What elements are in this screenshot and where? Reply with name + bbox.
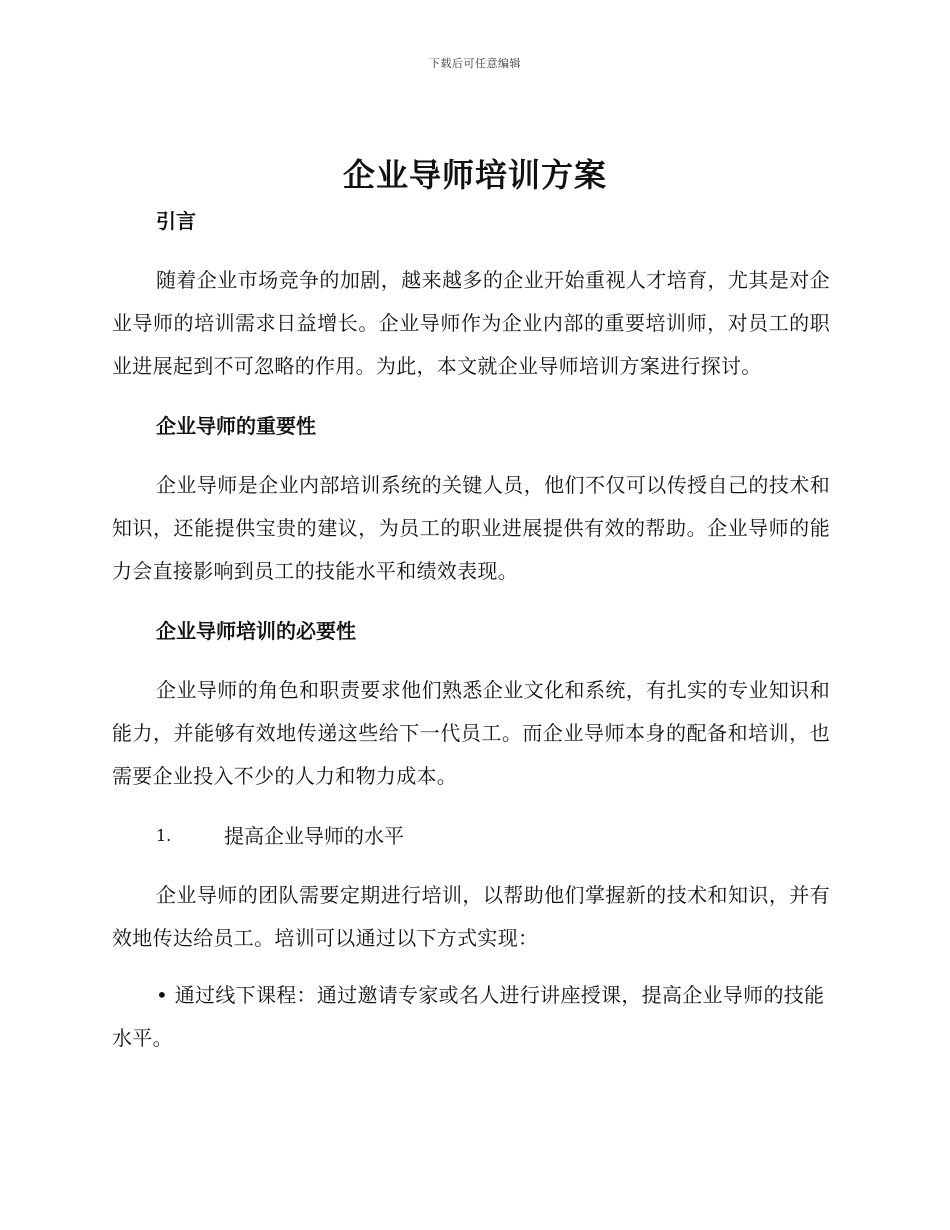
header-note: 下载后可任意编辑 [429, 57, 521, 70]
numbered-list-item [112, 820, 830, 852]
paragraph-intro: 随着企业市场竞争的加剧，越来越多的企业开始重视人才培育，尤其是对企业导师的培训需求日益增长。企业导师作为企业内部的重要培训师，对员工的职业进展起到不可忽略的作用。为此，本文就企业导师培训方案进行探讨。 [112, 268, 830, 378]
document-body [112, 205, 830, 1060]
paragraph-item1: 企业导师的团队需要定期进行培训，以帮助他们掌握新的技术和知识，并有效地传达给员工。培训可以通过以下方式实现： [112, 883, 830, 950]
section-heading-intro: 引言 [156, 209, 196, 233]
document-title: 企业导师培训方案 [342, 156, 607, 194]
list-item-number: 1. [156, 826, 172, 845]
list-item-title: 提高企业导师的水平 [224, 824, 404, 848]
paragraph-importance: 企业导师是企业内部培训系统的关键人员，他们不仅可以传授自己的技术和知识，还能提供宝贵的建议，为员工的职业进展提供有效的帮助。企业导师的能力会直接影响到员工的技能水平和绩效表现。 [112, 473, 830, 583]
section-heading-importance: 企业导师的重要性 [156, 414, 316, 438]
section-heading-necessity: 企业导师培训的必要性 [156, 619, 356, 643]
paragraph-necessity: 企业导师的角色和职责要求他们熟悉企业文化和系统，有扎实的专业知识和能力，并能够有效地传递这些给下一代员工。而企业导师本身的配备和培训，也需要企业投入不少的人力和物力成本。 [112, 678, 830, 788]
bullet-item: • 通过线下课程：通过邀请专家或名人进行讲座授课，提高企业导师的技能水平。 [112, 983, 825, 1050]
